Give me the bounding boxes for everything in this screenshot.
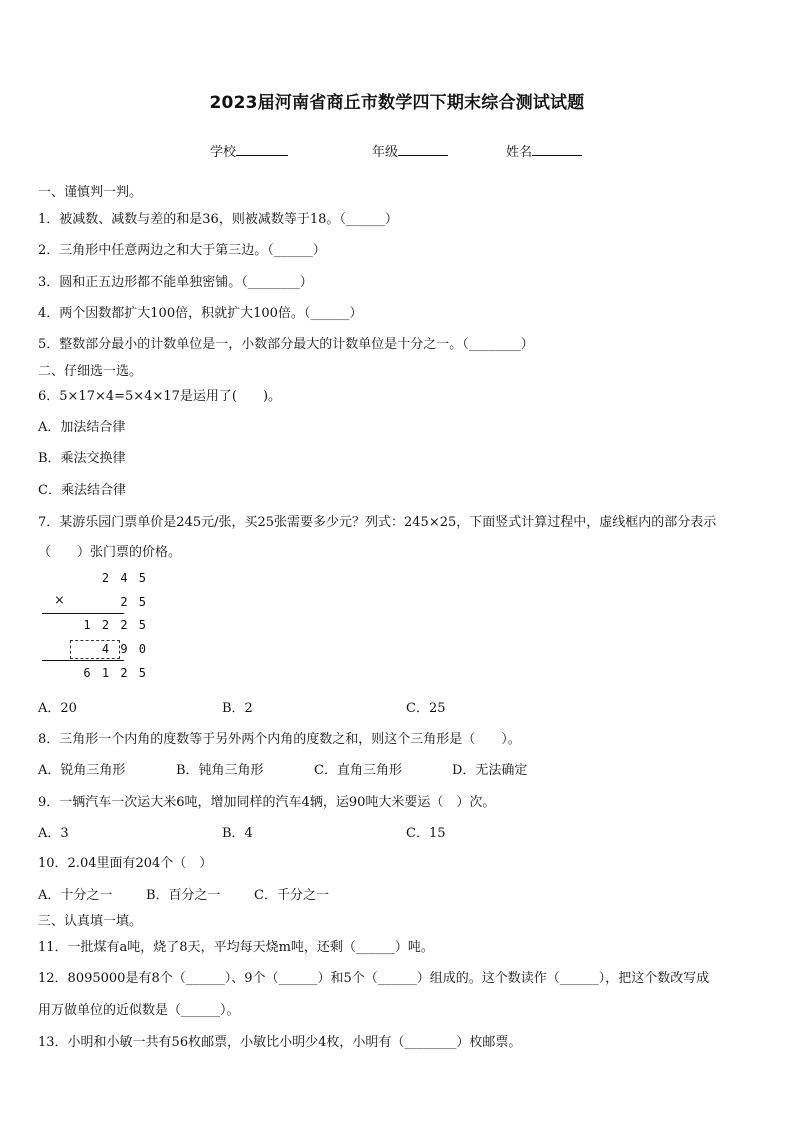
calc-times-sign: × bbox=[54, 593, 65, 608]
question-8-option-a: A．锐角三角形 bbox=[38, 763, 126, 778]
question-8: 8．三角形一个内角的度数等于另外两个内角的度数之和，则这个三角形是（ ）。 bbox=[38, 732, 521, 747]
school-field bbox=[210, 141, 288, 160]
name-field bbox=[506, 141, 582, 160]
question-5: 5．整数部分最小的计数单位是一，小数部分最大的计数单位是十分之一。（________） bbox=[38, 337, 534, 352]
question-6-option-c: C．乘法结合律 bbox=[38, 483, 126, 498]
question-1: 1．被减数、减数与差的和是36，则被减数等于18。（______） bbox=[38, 212, 398, 227]
school-blank bbox=[236, 142, 288, 156]
question-8-option-c: C．直角三角形 bbox=[314, 763, 402, 778]
section-heading-judge: 一、谨慎判一判。 bbox=[38, 185, 143, 200]
section-heading-fill: 三、认真填一填。 bbox=[38, 914, 143, 929]
question-7-option-c: C．25 bbox=[406, 701, 446, 716]
question-6-option-a: A．加法结合律 bbox=[38, 420, 126, 435]
question-2: 2．三角形中任意两边之和大于第三边。（______） bbox=[38, 243, 326, 258]
document-title: 2023届河南省商丘市数学四下期末综合测试试题 bbox=[209, 93, 585, 113]
question-7-line-2: （ ）张门票的价格。 bbox=[38, 545, 182, 560]
question-12-line-1: 12．8095000是有8个（______）、9个（______）和5个（______）组成的。这个数读作（______），把这个数改写成 bbox=[38, 971, 710, 986]
question-10-option-b: B．百分之一 bbox=[146, 888, 221, 903]
question-9-option-a: A．3 bbox=[38, 826, 69, 841]
question-10-option-a: A．十分之一 bbox=[38, 888, 113, 903]
grade-blank bbox=[398, 142, 448, 156]
question-8-option-d: D．无法确定 bbox=[452, 763, 528, 778]
calc-result: 6 1 2 5 bbox=[83, 666, 148, 680]
question-9-option-b: B．4 bbox=[222, 826, 253, 841]
calc-partial-product-1: 1 2 2 5 bbox=[83, 618, 148, 632]
calc-rule-1 bbox=[42, 613, 124, 614]
school-label: 学校 bbox=[210, 145, 237, 160]
section-heading-choose: 二、仔细选一选。 bbox=[38, 364, 143, 379]
calc-multiplier: 2 5 bbox=[120, 595, 148, 609]
question-7-option-a: A．20 bbox=[38, 701, 77, 716]
question-9: 9．一辆汽车一次运大米6吨，增加同样的汽车4辆，运90吨大米要运（ ）次。 bbox=[38, 795, 496, 810]
question-8-option-b: B．钝角三角形 bbox=[176, 763, 264, 778]
question-11: 11．一批煤有a吨，烧了8天，平均每天烧m吨，还剩（______）吨。 bbox=[38, 940, 434, 955]
name-label: 姓名 bbox=[506, 145, 533, 160]
question-10: 10．2.04里面有204个（ ） bbox=[38, 856, 213, 871]
question-6: 6．5×17×4=5×4×17是运用了( )。 bbox=[38, 389, 282, 404]
question-10-option-c: C．千分之一 bbox=[254, 888, 329, 903]
question-3: 3．圆和正五边形都不能单独密铺。（________） bbox=[38, 275, 313, 290]
grade-label: 年级 bbox=[372, 145, 399, 160]
question-9-option-c: C．15 bbox=[406, 826, 446, 841]
calc-rule-2 bbox=[42, 660, 124, 661]
calc-multiplicand: 2 4 5 bbox=[101, 571, 148, 585]
name-blank bbox=[532, 142, 582, 156]
question-7-line-1: 7．某游乐园门票单价是245元/张，买25张需要多少元？列式：245×25，下面竖式计算过程中，虚线框内的部分表示 bbox=[38, 515, 717, 530]
question-12-line-2: 用万做单位的近似数是（______）。 bbox=[38, 1003, 240, 1018]
vertical-multiplication bbox=[38, 568, 148, 683]
question-7-option-b: B．2 bbox=[222, 701, 253, 716]
question-4: 4．两个因数都扩大100倍，积就扩大100倍。（______） bbox=[38, 306, 363, 321]
question-6-option-b: B．乘法交换律 bbox=[38, 451, 126, 466]
grade-field bbox=[372, 141, 448, 160]
question-13: 13．小明和小敏一共有56枚邮票，小敏比小明少4枚，小明有（________）枚邮票。 bbox=[38, 1035, 522, 1050]
calc-partial-product-2: 4 9 0 bbox=[101, 642, 148, 656]
